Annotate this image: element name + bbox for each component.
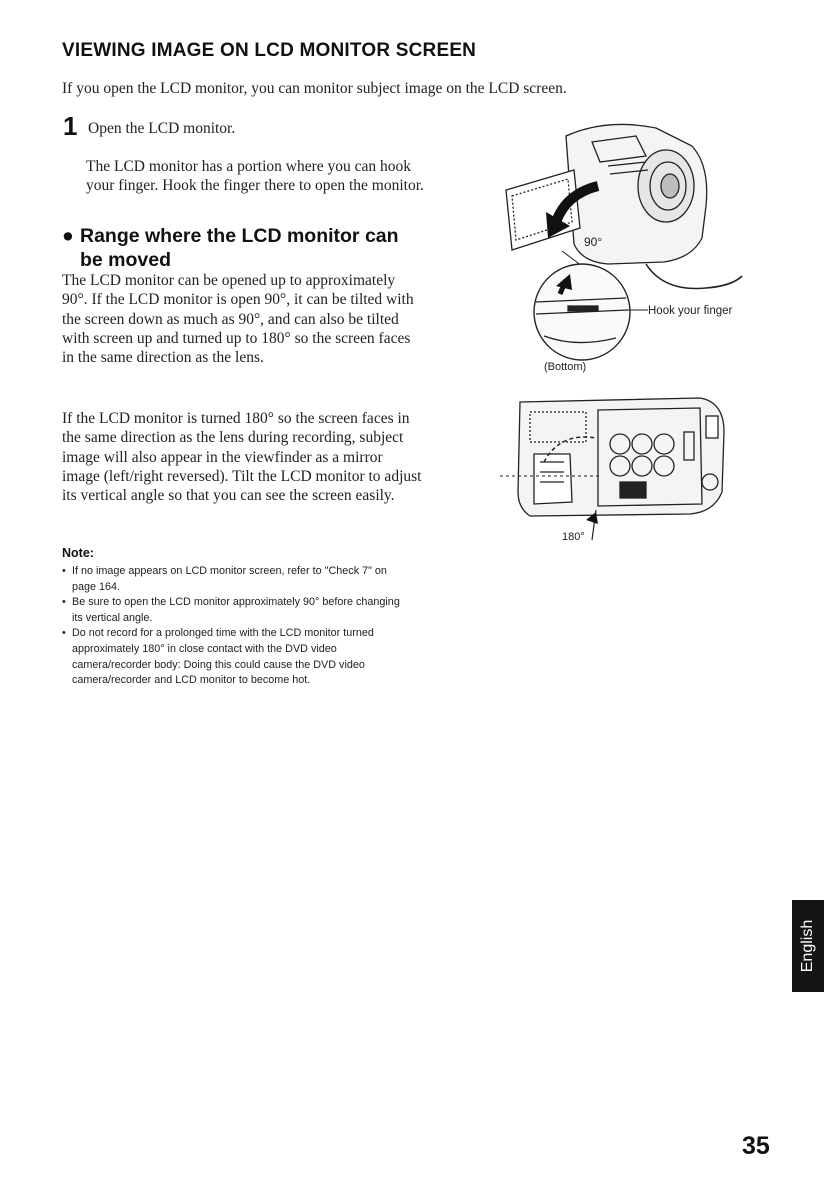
range-heading-line2: be moved bbox=[80, 249, 172, 271]
note-item: • Do not record for a prolonged time with the LCD monitor turned approximately 180° in close contact with the DVD video camera/recorder body: Doing this could cause the DVD video camera/recorder and LCD monitor to become hot. bbox=[62, 627, 374, 687]
note-list bbox=[62, 564, 407, 689]
intro-paragraph: If you open the LCD monitor, you can monitor subject image on the LCD screen. bbox=[62, 80, 567, 97]
note-label: Note: bbox=[62, 546, 94, 560]
step-detail: The LCD monitor has a portion where you can hook your finger. Hook the finger there to open the monitor. bbox=[86, 158, 424, 194]
hook-finger-callout: Hook your finger bbox=[648, 305, 733, 317]
language-tab bbox=[792, 900, 824, 992]
page-title: VIEWING IMAGE ON LCD MONITOR SCREEN bbox=[62, 40, 477, 61]
fig2-angle-label: 180° bbox=[562, 531, 585, 543]
page-number: 35 bbox=[742, 1132, 770, 1160]
language-label: English bbox=[799, 919, 816, 973]
note-item-text: If no image appears on LCD monitor screen, refer to "Check 7" on page 164. bbox=[72, 565, 387, 593]
fig1-caption: (Bottom) bbox=[544, 361, 587, 373]
step-instruction: Open the LCD monitor. bbox=[88, 120, 236, 137]
range-paragraph: The LCD monitor can be opened up to approximately 90°. If the LCD monitor is open 90°, it can be tilted with the screen down as much as 90°, and can also be tilted with screen up and turned up to 180° so the screen faces in the same direction as the lens. bbox=[62, 272, 414, 367]
note-item-text: Be sure to open the LCD monitor approximately 90° before changing its vertical angle. bbox=[72, 596, 400, 624]
note-item: • Be sure to open the LCD monitor approximately 90° before changing its vertical angle. bbox=[62, 596, 400, 624]
fig1-angle-label: 90° bbox=[584, 235, 603, 249]
camcorder-rotated-180-illustration bbox=[500, 392, 740, 552]
range-heading-line1: Range where the LCD monitor can bbox=[80, 225, 399, 247]
range-heading bbox=[62, 224, 462, 272]
mirror-paragraph: If the LCD monitor is turned 180° so the screen faces in the same direction as the lens during recording, subject image will also appear in the viewfinder as a mirror image (left/right reversed). Tilt the LCD monitor to adjust its vertical angle so that you can see the screen easily. bbox=[62, 410, 422, 505]
step-number: 1 bbox=[63, 111, 78, 141]
heading-bullet: ● bbox=[62, 225, 74, 247]
note-item: • If no image appears on LCD monitor screen, refer to "Check 7" on page 164. bbox=[62, 565, 387, 593]
camcorder-open-90-illustration bbox=[496, 116, 746, 396]
note-item-text: Do not record for a prolonged time with the LCD monitor turned approximately 180° in close contact with the DVD video camera/recorder body: Doing this could cause the DVD video camera/recorder and LCD monitor to become hot. bbox=[72, 627, 374, 687]
